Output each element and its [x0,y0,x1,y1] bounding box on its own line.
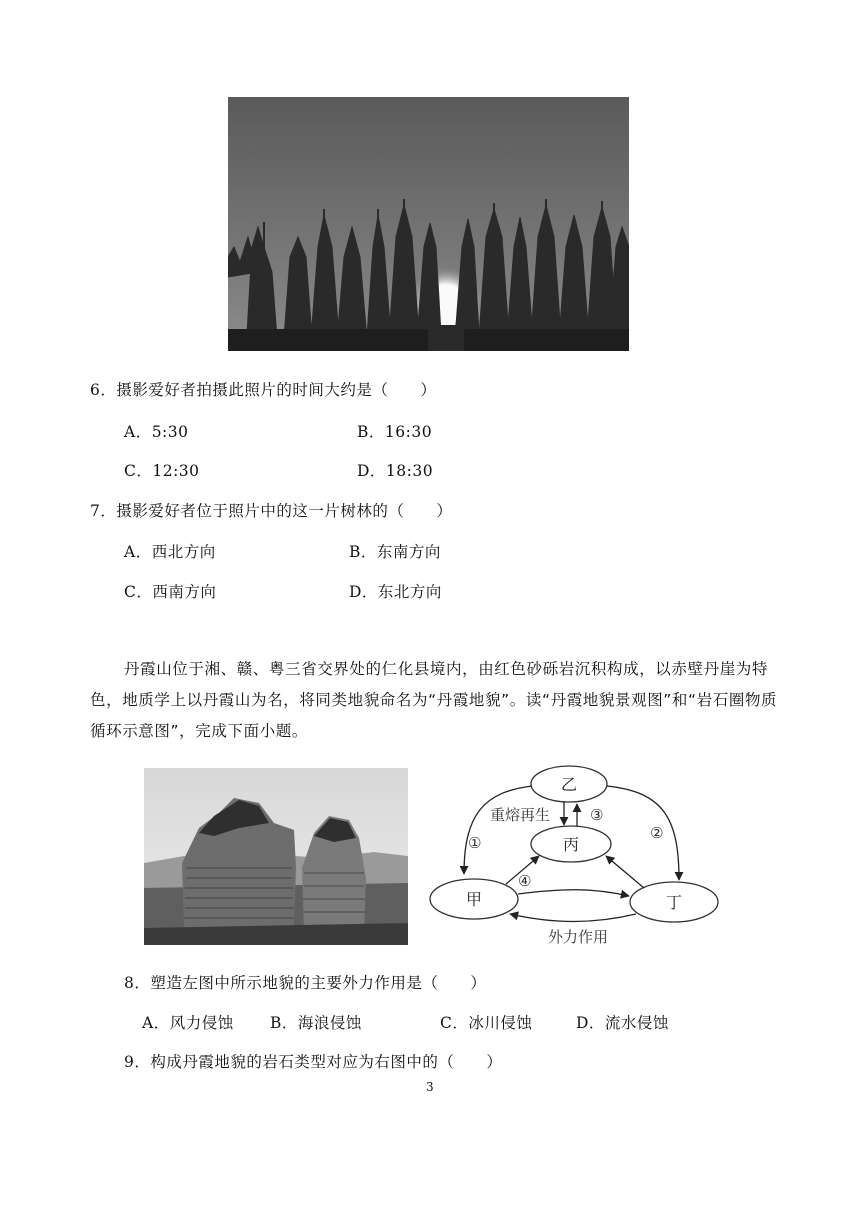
question-8-stem: 8．塑造左图中所示地貌的主要外力作用是（ ） [124,974,487,992]
node-yi-label: 乙 [560,775,578,794]
label-remelt: 重熔再生 [490,806,551,824]
q8-option-a[interactable]: A．风力侵蚀 [142,1014,234,1032]
passage-paragraph: 丹霞山位于湘、赣、粤三省交界处的仁化县境内，由红色砂砾岩沉积构成，以赤壁丹崖为特色，地质学上以丹霞山为名，将同类地貌命名为“丹霞地貌”。读“丹霞地貌景观图”和“岩石圈物质循环示意图”，完成下面小题。 [90,660,778,740]
label-num-4: ④ [518,872,532,890]
node-ding-label: 丁 [665,893,683,912]
danxia-landform-photo [144,768,408,945]
label-num-1: ① [468,834,482,852]
arrow-ding-to-bing [606,856,644,888]
q8-option-b[interactable]: B．海浪侵蚀 [270,1014,362,1032]
question-7-stem: 7．摄影爱好者位于照片中的这一片树林的（ ） [90,502,453,520]
q6-option-a[interactable]: A．5:30 [124,423,189,441]
q6-option-d[interactable]: D．18:30 [357,462,434,480]
arrow-yi-to-jia [464,786,532,874]
question-9-stem: 9．构成丹霞地貌的岩石类型对应为右图中的（ ） [124,1053,503,1071]
sunset-forest-photo [228,97,629,351]
q6-option-c[interactable]: C．12:30 [124,462,200,480]
q7-option-b[interactable]: B．东南方向 [349,543,441,561]
q7-option-c[interactable]: C．西南方向 [124,583,217,601]
q6-option-b[interactable]: B．16:30 [357,423,433,441]
arrow-jia-to-ding [518,890,629,896]
arrow-ding-to-jia [510,914,636,922]
q8-option-d[interactable]: D．流水侵蚀 [576,1014,669,1032]
rock-cycle-diagram [424,764,724,948]
node-bing-label: 丙 [562,835,580,854]
q7-option-a[interactable]: A．西北方向 [124,543,216,561]
question-6-stem: 6．摄影爱好者拍摄此照片的时间大约是（ ） [90,381,437,399]
q7-option-d[interactable]: D．东北方向 [349,583,442,601]
label-external-force: 外力作用 [548,928,609,946]
page-number: 3 [426,1080,434,1094]
node-jia-label: 甲 [465,890,483,909]
label-num-2: ② [650,824,664,842]
label-num-3: ③ [590,806,604,824]
q8-option-c[interactable]: C．冰川侵蚀 [440,1014,533,1032]
